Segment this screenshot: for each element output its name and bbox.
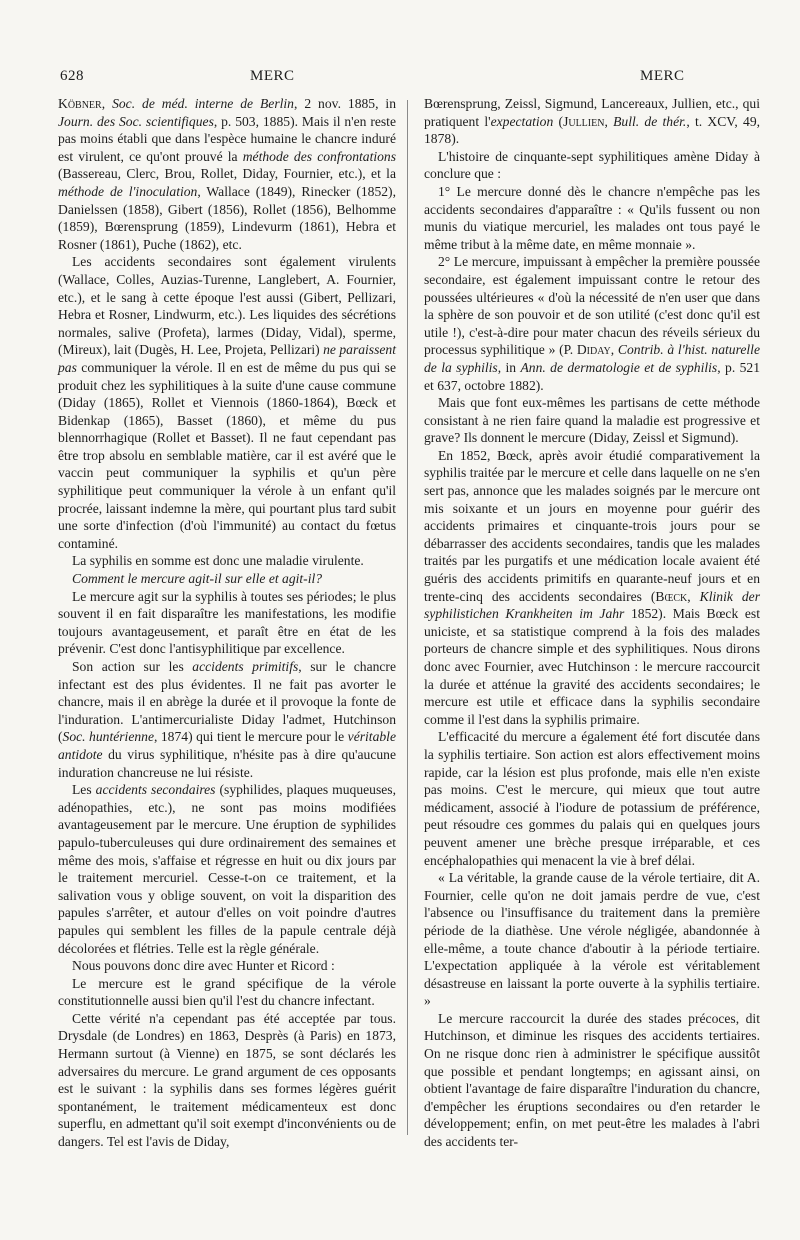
text-span: , — [101, 96, 113, 111]
italic-span: Contrib. à l'hist. naturelle de la syphilis — [424, 342, 760, 375]
text-span: L'histoire de cinquante-sept syphilitiques amène Diday à conclure que : — [424, 148, 760, 182]
italic-span: Journ. des Soc. scientifiques — [58, 113, 214, 129]
italic-span: Ann. de dermatologie et de syphilis — [520, 359, 718, 375]
running-header — [60, 68, 758, 92]
text-span: Bœrensprung, Zeissl, Sigmund, Lancereaux, Jullien, etc., qui pratiquent l' — [424, 96, 760, 129]
paragraph — [424, 1010, 760, 1151]
running-title-right: MERC — [640, 68, 685, 84]
text-span: Nous pouvons donc dire avec Hunter et Ricord : — [72, 958, 335, 974]
smallcaps-span: Diday — [576, 342, 611, 358]
paragraph — [424, 95, 760, 148]
paragraph — [424, 869, 760, 1010]
paragraph — [58, 253, 396, 552]
italic-span: Comment le mercure agit-il sur elle et agit-il? — [72, 571, 323, 587]
text-span: Le mercure raccourcit la durée des stades précoces, dit Hutchinson, et diminue les risques des accidents tertiaires. On ne risque donc rien à administrer le spécifique aussitôt que possible et pendant longtemps; en agissant ainsi, on obtient l'avantage de faire disparaître l'induration du chancre, d'empêcher les éruptions secondaires ou d'en retarder le développement; enfin, on met peut-être les malades à l'abri des accidents ter- — [424, 1010, 760, 1150]
paragraph — [58, 570, 396, 588]
italic-span: Klinik der syphilistichen Krankheiten im Jahr — [424, 588, 760, 622]
text-span: , p. 503, 1885). Mais il n'en reste pas moins établi que dans l'espèce humaine le chancre induré est virulent, ce qu'ont prouvé la — [58, 113, 396, 164]
paragraph — [58, 781, 396, 957]
text-span: , Wallace (1849), Rinecker (1852), Danielssen (1858), Gibert (1856), Rollet (1856), Belhomme (1859), Bœrensprung (1859), Lindevurm (1861), Hebra et Rosner (1861), Puche (1862), etc. — [58, 183, 396, 252]
text-span: 2° Le mercure, impuissant à empêcher la première poussée secondaire, est également impuissant contre le retour des poussées ultérieures « d'où la nécessité de n'en user que dans la sphère de son pouvoir et de son utilité (c'est donc qu'il est utile !), c'est-à-dire pour mater chacun des réveils sérieux du processus syphilitique » (P. — [424, 254, 760, 358]
text-span: La syphilis en somme est donc une maladie virulente. — [72, 553, 364, 569]
text-span: , 1874) qui tient le mercure pour le — [153, 729, 348, 745]
text-span: 1852). Mais Bœck est uniciste, et sa statistique comprend à la fois des malades porteurs de chancre simple et des syphilitiques. Nous dirons donc avec Fournier, avec Hutchinson : le mercure raccourcit la durée et atténue la gravité des accidents secondaires; le mercure est utile et efficace dans la syphilis secondaire comme il l'est dans la syphilis primaire. — [424, 606, 760, 727]
paragraph — [424, 183, 760, 253]
text-span: , — [610, 342, 618, 358]
column-divider — [407, 100, 408, 1135]
text-span: communiquer la vérole. Il en est de même du pus qui se produit chez les syphilitiques à la suite d'une cause commune (Diday (1865), Rollet et Viennois (1860-1864), Bœck et Bidenkap (1865), Basset (1860), et même du pus blennorrhagique (Rollet et Basset). Il ne faut cependant pas être trop absolu en semblable matière, car il est avéré que le vaccin peut communiquer la syphilis et qu'un père syphilitique peut communiquer la vérole à un enfant qu'il procrée, laissant indemne la mère, qui pourtant plus tard subit une sorte d'infection (d'où l'immunité) au contact du fœtus contaminé. — [58, 359, 396, 551]
italic-span: expectation — [490, 113, 554, 129]
smallcaps-span: Köbner — [58, 96, 102, 111]
paragraph — [424, 447, 760, 729]
paragraph — [58, 1010, 396, 1151]
text-span: du virus syphilitique, n'hésite pas à dire qu'aucune induration chancreuse ne lui résiste. — [58, 746, 396, 780]
text-span: ( — [553, 113, 564, 129]
smallcaps-span: Jullien — [563, 113, 605, 129]
paragraph — [424, 728, 760, 869]
text-span: , p. 521 et 637, octobre 1882). — [424, 359, 760, 393]
smallcaps-span: Bœck — [655, 588, 688, 604]
paragraph — [424, 394, 760, 447]
right-column — [424, 95, 760, 1151]
text-span: (Bassereau, Clerc, Brou, Rollet, Diday, Fournier, etc.), et la — [58, 166, 396, 182]
text-span: , in — [497, 359, 521, 375]
paragraph — [58, 95, 396, 253]
text-span: Les accidents secondaires sont également virulents (Wallace, Colles, Auzias-Turenne, Langlebert, A. Fournier, etc.), et le sang à cette époque l'est aussi (Gibert, Pellizari, Hebra et Rosner, Lindwurm, etc.). Les liquides des sécrétions normales, salive (Profeta), larmes (Diday, Vidal), sperme, (Mireux), lait (Dugès, H. Lee, Projeta, Pellizari) — [58, 254, 396, 358]
text-span: Cette vérité n'a cependant pas été acceptée par tous. Drysdale (de Londres) en 1863, Desprès (à Paris) en 1873, Hermann surtout (à Vienne) en 1875, se sont déclarés les adversaires du mercure. Le grand argument de ces opposants est le suivant : la syphilis dans ses formes légères guérit spontanément, le traitement médicamenteux est donc superflu, en admettant qu'il soit exempt d'inconvénients ou de dangers. Tel est l'avis de Diday, — [58, 1010, 396, 1150]
text-span: Le mercure agit sur la syphilis à toutes ses périodes; le plus souvent il en fait disparaître les manifestations, les modifie toujours avantageusement, et paraît être en état de les prévenir. C'est donc l'antisyphilitique par excellence. — [58, 588, 396, 657]
italic-span: accidents primitifs — [192, 659, 299, 674]
running-title-left: MERC — [250, 68, 295, 84]
text-span: En 1852, Bœck, après avoir étudié comparativement la syphilis traitée par le mercure et celle dans laquelle on ne s'en sert pas, annonce que les malades soignés par le mercure ont mis soixante et un jours en moyenne pour guérir des accidents primaires et cinquante-trois jours pour se débarrasser des accidents secondaires, tandis que les malades traités par les purgatifs et une médication locale avaient été guéris des accidents primitifs en quarante-neuf jours et en trente-cinq des accidents secondaires ( — [424, 447, 760, 604]
italic-span: Soc. huntérienne — [62, 729, 154, 745]
paragraph — [424, 148, 760, 183]
text-span: (syphilides, plaques muqueuses, adénopathies, etc.), ne sont pas moins modifiées avantageusement par le mercure. Une éruption de syphilides papulo-tuberculeuses qui dure ordinairement des semaines et même des mois, s'affaise et régresse en huit ou dix jours par le traitement mercuriel. Cesse-t-on ce traitement, et la salivation vous y oblige souvent, on voit la disparition des papules s'arrêter, et autour d'elles on voit poindre d'autres papules qui semblent les filles de la papule centrale déjà décolorées et flétries. Telle est la règle générale. — [58, 782, 396, 956]
italic-span: méthode de l'inoculation — [58, 183, 198, 199]
paragraph — [424, 253, 760, 394]
italic-span: ne paraissent pas — [58, 342, 396, 375]
italic-span: méthode des confrontations — [242, 148, 397, 164]
text-span: , t. XCV, 49, 1878). — [424, 113, 761, 147]
text-span: , — [604, 113, 614, 129]
text-span: Mais que font eux-mêmes les partisans de cette méthode consistant à ne rien faire quand la maladie est progressive et grave? Ils donnent le mercure (Diday, Zeissl et Sigmund). — [424, 395, 760, 446]
paragraph — [58, 957, 396, 975]
paragraph — [58, 588, 396, 658]
text-span: , — [687, 588, 700, 604]
page-number: 628 — [60, 68, 84, 84]
text-span: Les — [72, 782, 96, 798]
paragraph — [58, 552, 396, 570]
italic-span: Bull. de thér. — [613, 113, 687, 129]
italic-span: Soc. de méd. interne de Berlin — [112, 96, 294, 111]
text-span: , sur le chancre infectant est des plus évidentes. Il ne fait pas avorter le chancre, mais il en abrège la durée et il provoque la fonte de l'induration. L'antimercurialiste Diday l'admet, Hutchinson ( — [58, 659, 396, 745]
text-span: Son action sur les — [72, 659, 193, 674]
text-span: , 2 nov. 1885, in — [293, 96, 397, 111]
text-span: Le mercure est le grand spécifique de la vérole constitutionnelle aussi bien qu'il l'est du chancre infectant. — [58, 975, 396, 1009]
paragraph — [58, 658, 396, 781]
text-span: 1° Le mercure donné dès le chancre n'empêche pas les accidents secondaires d'apparaître : « Qu'ils fussent ou non munis du viatique mercuriel, les malades ont tous payé le même tribut à la même date, en même monnaie ». — [424, 183, 760, 252]
paragraph — [58, 975, 396, 1010]
text-span: « La véritable, la grande cause de la vérole tertiaire, dit A. Fournier, celle qu'on ne doit jamais perdre de vue, c'est l'absence ou l'insuffisance du traitement dans la première période de la diathèse. Une vérole négligée, abandonnée à elle-même, a toute chance d'aboutir à la période tertiaire. L'expectation appliquée à la vérole est véritablement désastreuse en laissant la porte ouverte à la syphilis tertiaire. » — [424, 870, 760, 1009]
text-span: L'efficacité du mercure a également été fort discutée dans la syphilis tertiaire. Son action est alors effectivement moins rapide, car la lésion est plus profonde, mais elle n'en existe pas moins. C'est le mercure, qui mieux que tout autre médicament, associé à l'iodure de potassium de préférence, peut résoudre ces gommes du palais qui en quelques jours peuvent amener une brèche presque irréparable, et ces encéphalopathies qui menacent la vie à bref délai. — [424, 729, 760, 868]
italic-span: véritable antidote — [58, 729, 396, 762]
italic-span: accidents secondaires — [95, 782, 216, 798]
left-column — [58, 95, 396, 1151]
